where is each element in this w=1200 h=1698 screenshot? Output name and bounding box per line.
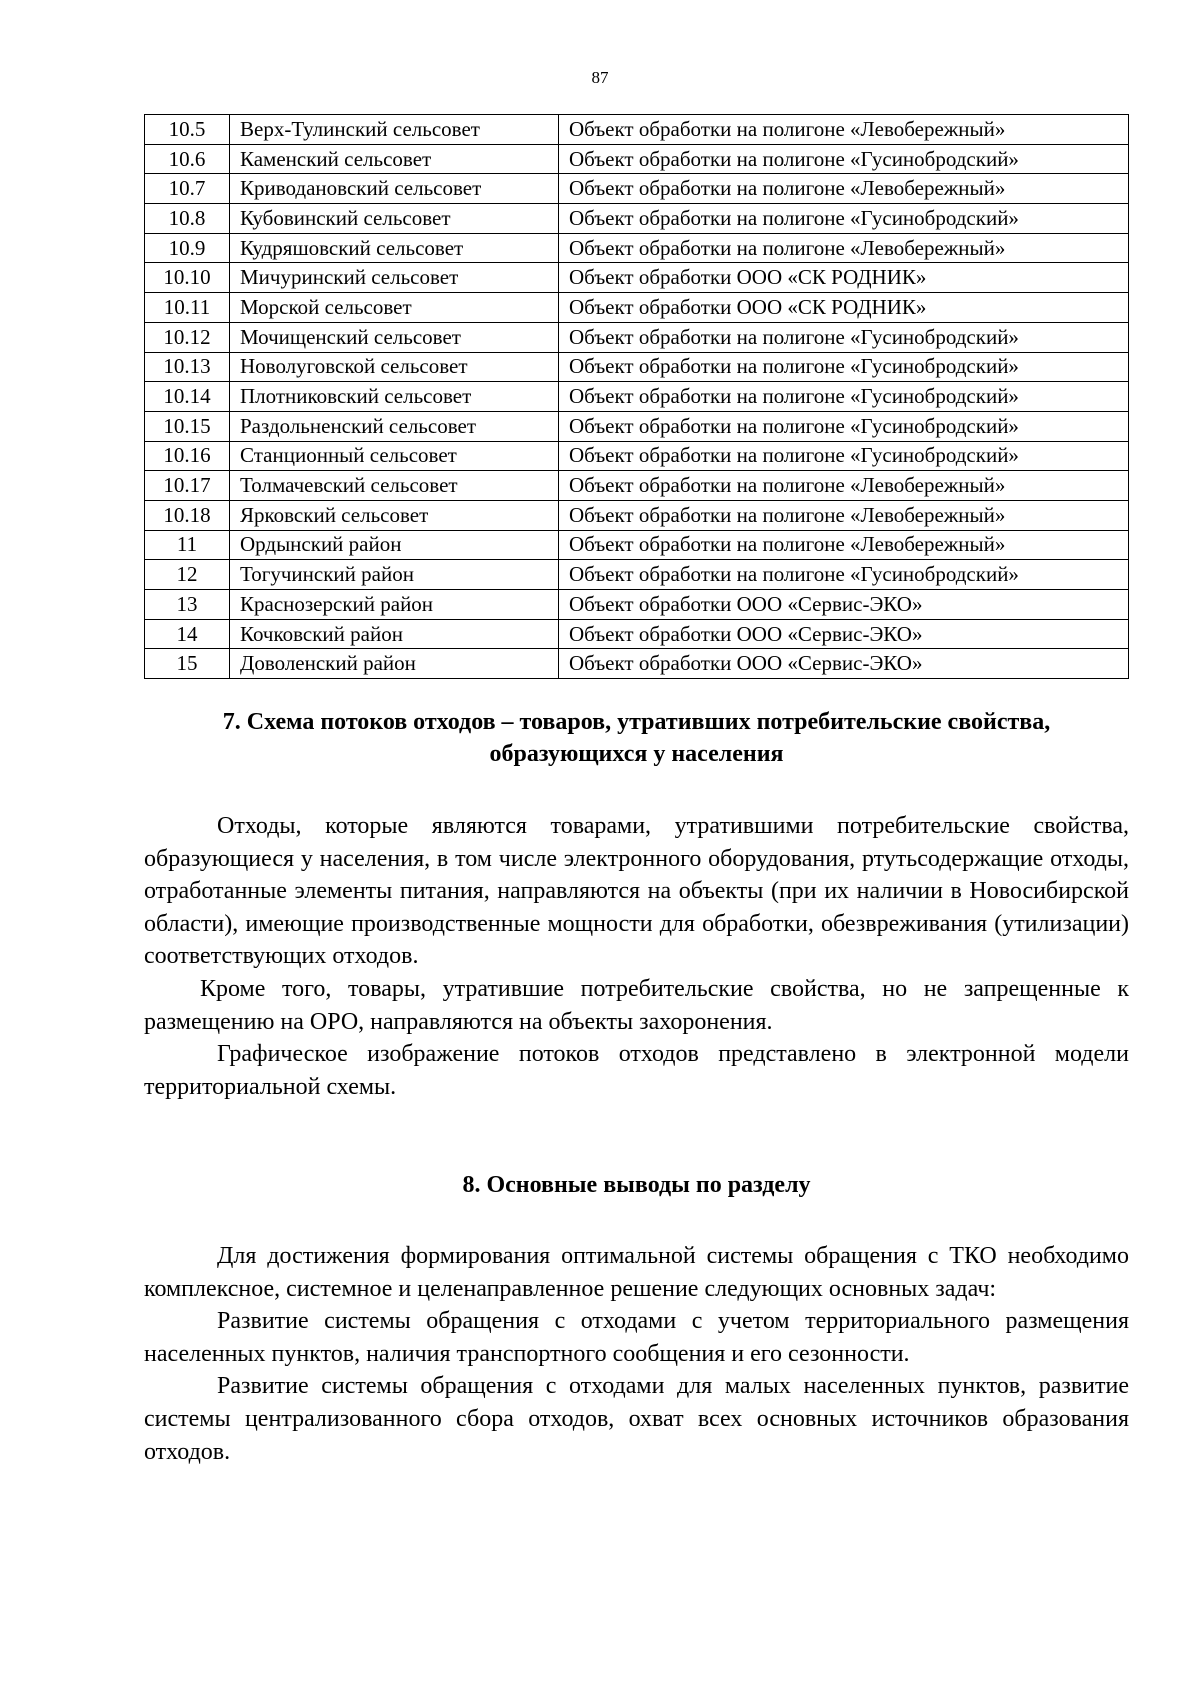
row-municipality: Ордынский район (230, 530, 559, 560)
table-row (145, 500, 1129, 530)
row-municipality: Новолуговской сельсовет (230, 352, 559, 382)
row-processing-object: Объект обработки на полигоне «Гусинобродский» (559, 204, 1129, 234)
row-municipality: Мочищенский сельсовет (230, 322, 559, 352)
row-number: 13 (145, 590, 230, 620)
row-municipality: Верх-Тулинский сельсовет (230, 115, 559, 145)
row-processing-object: Объект обработки ООО «Сервис-ЭКО» (559, 619, 1129, 649)
table-row (145, 293, 1129, 323)
section-7-title-line-2: образующихся у населения (489, 741, 784, 767)
section-7-paragraph: Графическое изображение потоков отходов представлено в электронной модели территориальной схемы. (144, 1041, 1129, 1100)
row-number: 10.17 (145, 471, 230, 501)
row-number: 15 (145, 649, 230, 679)
row-processing-object: Объект обработки на полигоне «Гусинобродский» (559, 560, 1129, 590)
table-row (145, 263, 1129, 293)
row-municipality: Морской сельсовет (230, 293, 559, 323)
row-processing-object: Объект обработки на полигоне «Левобережный» (559, 233, 1129, 263)
row-processing-object: Объект обработки на полигоне «Левобережный» (559, 471, 1129, 501)
row-processing-object: Объект обработки на полигоне «Левобережный» (559, 174, 1129, 204)
table-row (145, 204, 1129, 234)
table-row (145, 322, 1129, 352)
row-number: 11 (145, 530, 230, 560)
row-number: 10.14 (145, 382, 230, 412)
table-row (145, 352, 1129, 382)
distribution-table (144, 114, 1129, 679)
row-municipality: Мичуринский сельсовет (230, 263, 559, 293)
section-7-body (144, 810, 1129, 1103)
row-municipality: Тогучинский район (230, 560, 559, 590)
row-number: 10.12 (145, 322, 230, 352)
row-municipality: Плотниковский сельсовет (230, 382, 559, 412)
row-municipality: Ярковский сельсовет (230, 500, 559, 530)
table-row (145, 560, 1129, 590)
table-row (145, 441, 1129, 471)
row-number: 10.15 (145, 411, 230, 441)
row-number: 10.6 (145, 144, 230, 174)
row-municipality: Кочковский район (230, 619, 559, 649)
row-processing-object: Объект обработки на полигоне «Левобережный» (559, 500, 1129, 530)
row-municipality: Станционный сельсовет (230, 441, 559, 471)
row-processing-object: Объект обработки ООО «Сервис-ЭКО» (559, 649, 1129, 679)
row-number: 10.5 (145, 115, 230, 145)
row-municipality: Кудряшовский сельсовет (230, 233, 559, 263)
row-processing-object: Объект обработки на полигоне «Левобережный» (559, 115, 1129, 145)
row-processing-object: Объект обработки на полигоне «Гусинобродский» (559, 352, 1129, 382)
row-municipality: Криводановский сельсовет (230, 174, 559, 204)
section-7-paragraph: Кроме того, товары, утратившие потребительские свойства, но не запрещенные к размещению на ОРО, направляются на объекты захоронения. (144, 975, 1129, 1035)
section-8-title: 8. Основные выводы по разделу (462, 1172, 811, 1198)
table-row (145, 590, 1129, 620)
row-municipality: Краснозерский район (230, 590, 559, 620)
row-number: 10.9 (145, 233, 230, 263)
section-7-title-line-1: 7. Схема потоков отходов – товаров, утративших потребительские свойства, (222, 709, 1051, 735)
row-processing-object: Объект обработки ООО «СК РОДНИК» (559, 263, 1129, 293)
row-number: 10.16 (145, 441, 230, 471)
row-processing-object: Объект обработки на полигоне «Левобережный» (559, 530, 1129, 560)
section-7-title (144, 706, 1129, 770)
row-number: 10.10 (145, 263, 230, 293)
row-number: 10.7 (145, 174, 230, 204)
table-row (145, 649, 1129, 679)
row-processing-object: Объект обработки ООО «СК РОДНИК» (559, 293, 1129, 323)
row-number: 10.8 (145, 204, 230, 234)
table-row (145, 530, 1129, 560)
row-processing-object: Объект обработки на полигоне «Гусинобродский» (559, 382, 1129, 412)
table-row (145, 471, 1129, 501)
row-number: 10.13 (145, 352, 230, 382)
row-municipality: Толмачевский сельсовет (230, 471, 559, 501)
table-row (145, 174, 1129, 204)
row-number: 10.18 (145, 500, 230, 530)
page-number: 87 (591, 68, 609, 87)
row-municipality: Каменский сельсовет (230, 144, 559, 174)
section-8-paragraph: Для достижения формирования оптимальной системы обращения с ТКО необходимо комплексное, системное и целенаправленное решение следующих основных задач: (144, 1243, 1129, 1302)
table-row (145, 619, 1129, 649)
table-body (145, 115, 1129, 679)
table-row (145, 233, 1129, 263)
row-processing-object: Объект обработки на полигоне «Гусинобродский» (559, 322, 1129, 352)
row-processing-object: Объект обработки на полигоне «Гусинобродский» (559, 411, 1129, 441)
section-8-paragraph: Развитие системы обращения с отходами с учетом территориального размещения населенных пунктов, наличия транспортного сообщения и его сезонности. (144, 1308, 1129, 1367)
section-7-paragraph: Отходы, которые являются товарами, утратившими потребительские свойства, образующиеся у населения, в том числе электронного оборудования, ртутьсодержащие отходы, отработанные элементы питания, направляются на объекты (при их наличии в Новосибирской области), имеющие производственные мощности для обработки, обезвреживания (утилизации) соответствующих отходов. (144, 813, 1129, 970)
table-row (145, 382, 1129, 412)
row-number: 12 (145, 560, 230, 590)
row-municipality: Кубовинский сельсовет (230, 204, 559, 234)
section-8-body (144, 1240, 1129, 1468)
section-8-paragraph: Развитие системы обращения с отходами для малых населенных пунктов, развитие системы централизованного сбора отходов, охват всех основных источников образования отходов. (144, 1373, 1129, 1465)
row-number: 14 (145, 619, 230, 649)
table-row (145, 144, 1129, 174)
row-processing-object: Объект обработки на полигоне «Гусинобродский» (559, 144, 1129, 174)
table-row (145, 115, 1129, 145)
row-number: 10.11 (145, 293, 230, 323)
row-processing-object: Объект обработки на полигоне «Гусинобродский» (559, 441, 1129, 471)
table-row (145, 411, 1129, 441)
row-municipality: Доволенский район (230, 649, 559, 679)
row-processing-object: Объект обработки ООО «Сервис-ЭКО» (559, 590, 1129, 620)
row-municipality: Раздольненский сельсовет (230, 411, 559, 441)
